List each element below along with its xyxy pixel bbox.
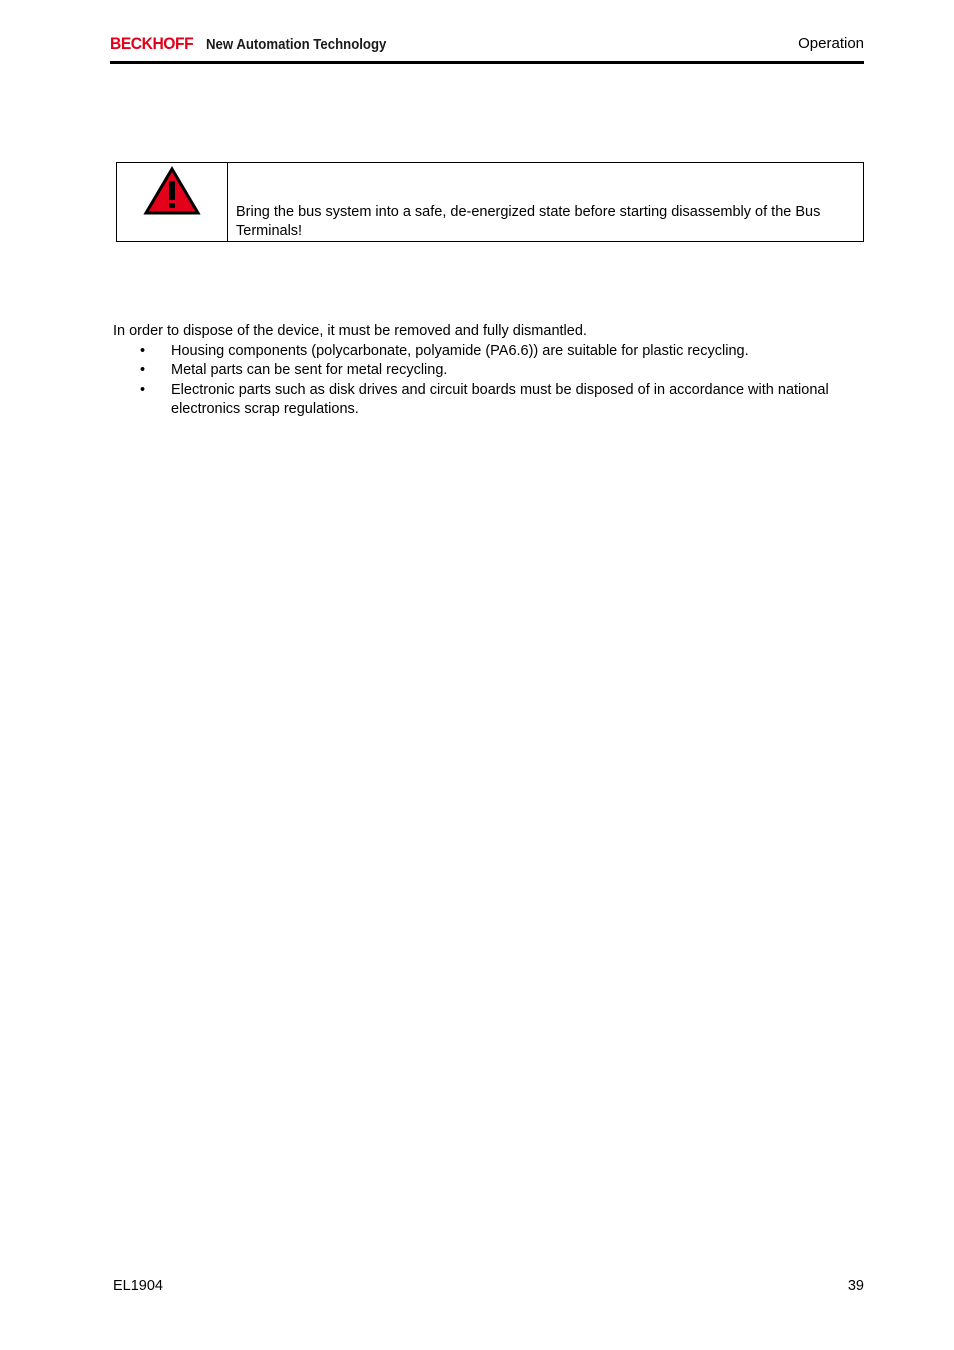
list-item bbox=[113, 381, 863, 420]
bullet-icon: • bbox=[140, 381, 146, 398]
disposal-list bbox=[113, 342, 863, 420]
logo-brand: BECKHOFF bbox=[110, 34, 194, 53]
list-item-text: Electronic parts such as disk drives and circuit boards must be disposed of in accordance with national electronics scrap regulations. bbox=[171, 381, 829, 417]
page-header bbox=[110, 30, 864, 64]
disposal-intro: In order to dispose of the device, it must be removed and fully dismantled. bbox=[113, 323, 587, 339]
warning-text: Bring the bus system into a safe, de-energized state before starting disassembly of the Bus Terminals! bbox=[236, 204, 821, 239]
bullet-icon: • bbox=[140, 342, 146, 359]
bullet-icon: • bbox=[140, 362, 146, 378]
disposal-section bbox=[113, 322, 863, 420]
list-item-text: Housing components (polycarbonate, polyamide (PA6.6)) are suitable for plastic recycling. bbox=[171, 342, 749, 359]
beckhoff-logo bbox=[110, 34, 411, 54]
section-title: Operation bbox=[798, 35, 864, 52]
footer-page-number: 39 bbox=[847, 1278, 864, 1294]
list-item-text: Metal parts can be sent for metal recycling. bbox=[171, 362, 448, 378]
warning-icon-cell bbox=[117, 163, 228, 241]
warning-triangle-icon bbox=[143, 166, 201, 216]
list-item bbox=[113, 342, 863, 362]
list-item bbox=[113, 361, 863, 381]
warning-box bbox=[116, 162, 864, 242]
logo-tagline: New Automation Technology bbox=[206, 36, 387, 53]
footer-product: EL1904 bbox=[113, 1278, 163, 1294]
